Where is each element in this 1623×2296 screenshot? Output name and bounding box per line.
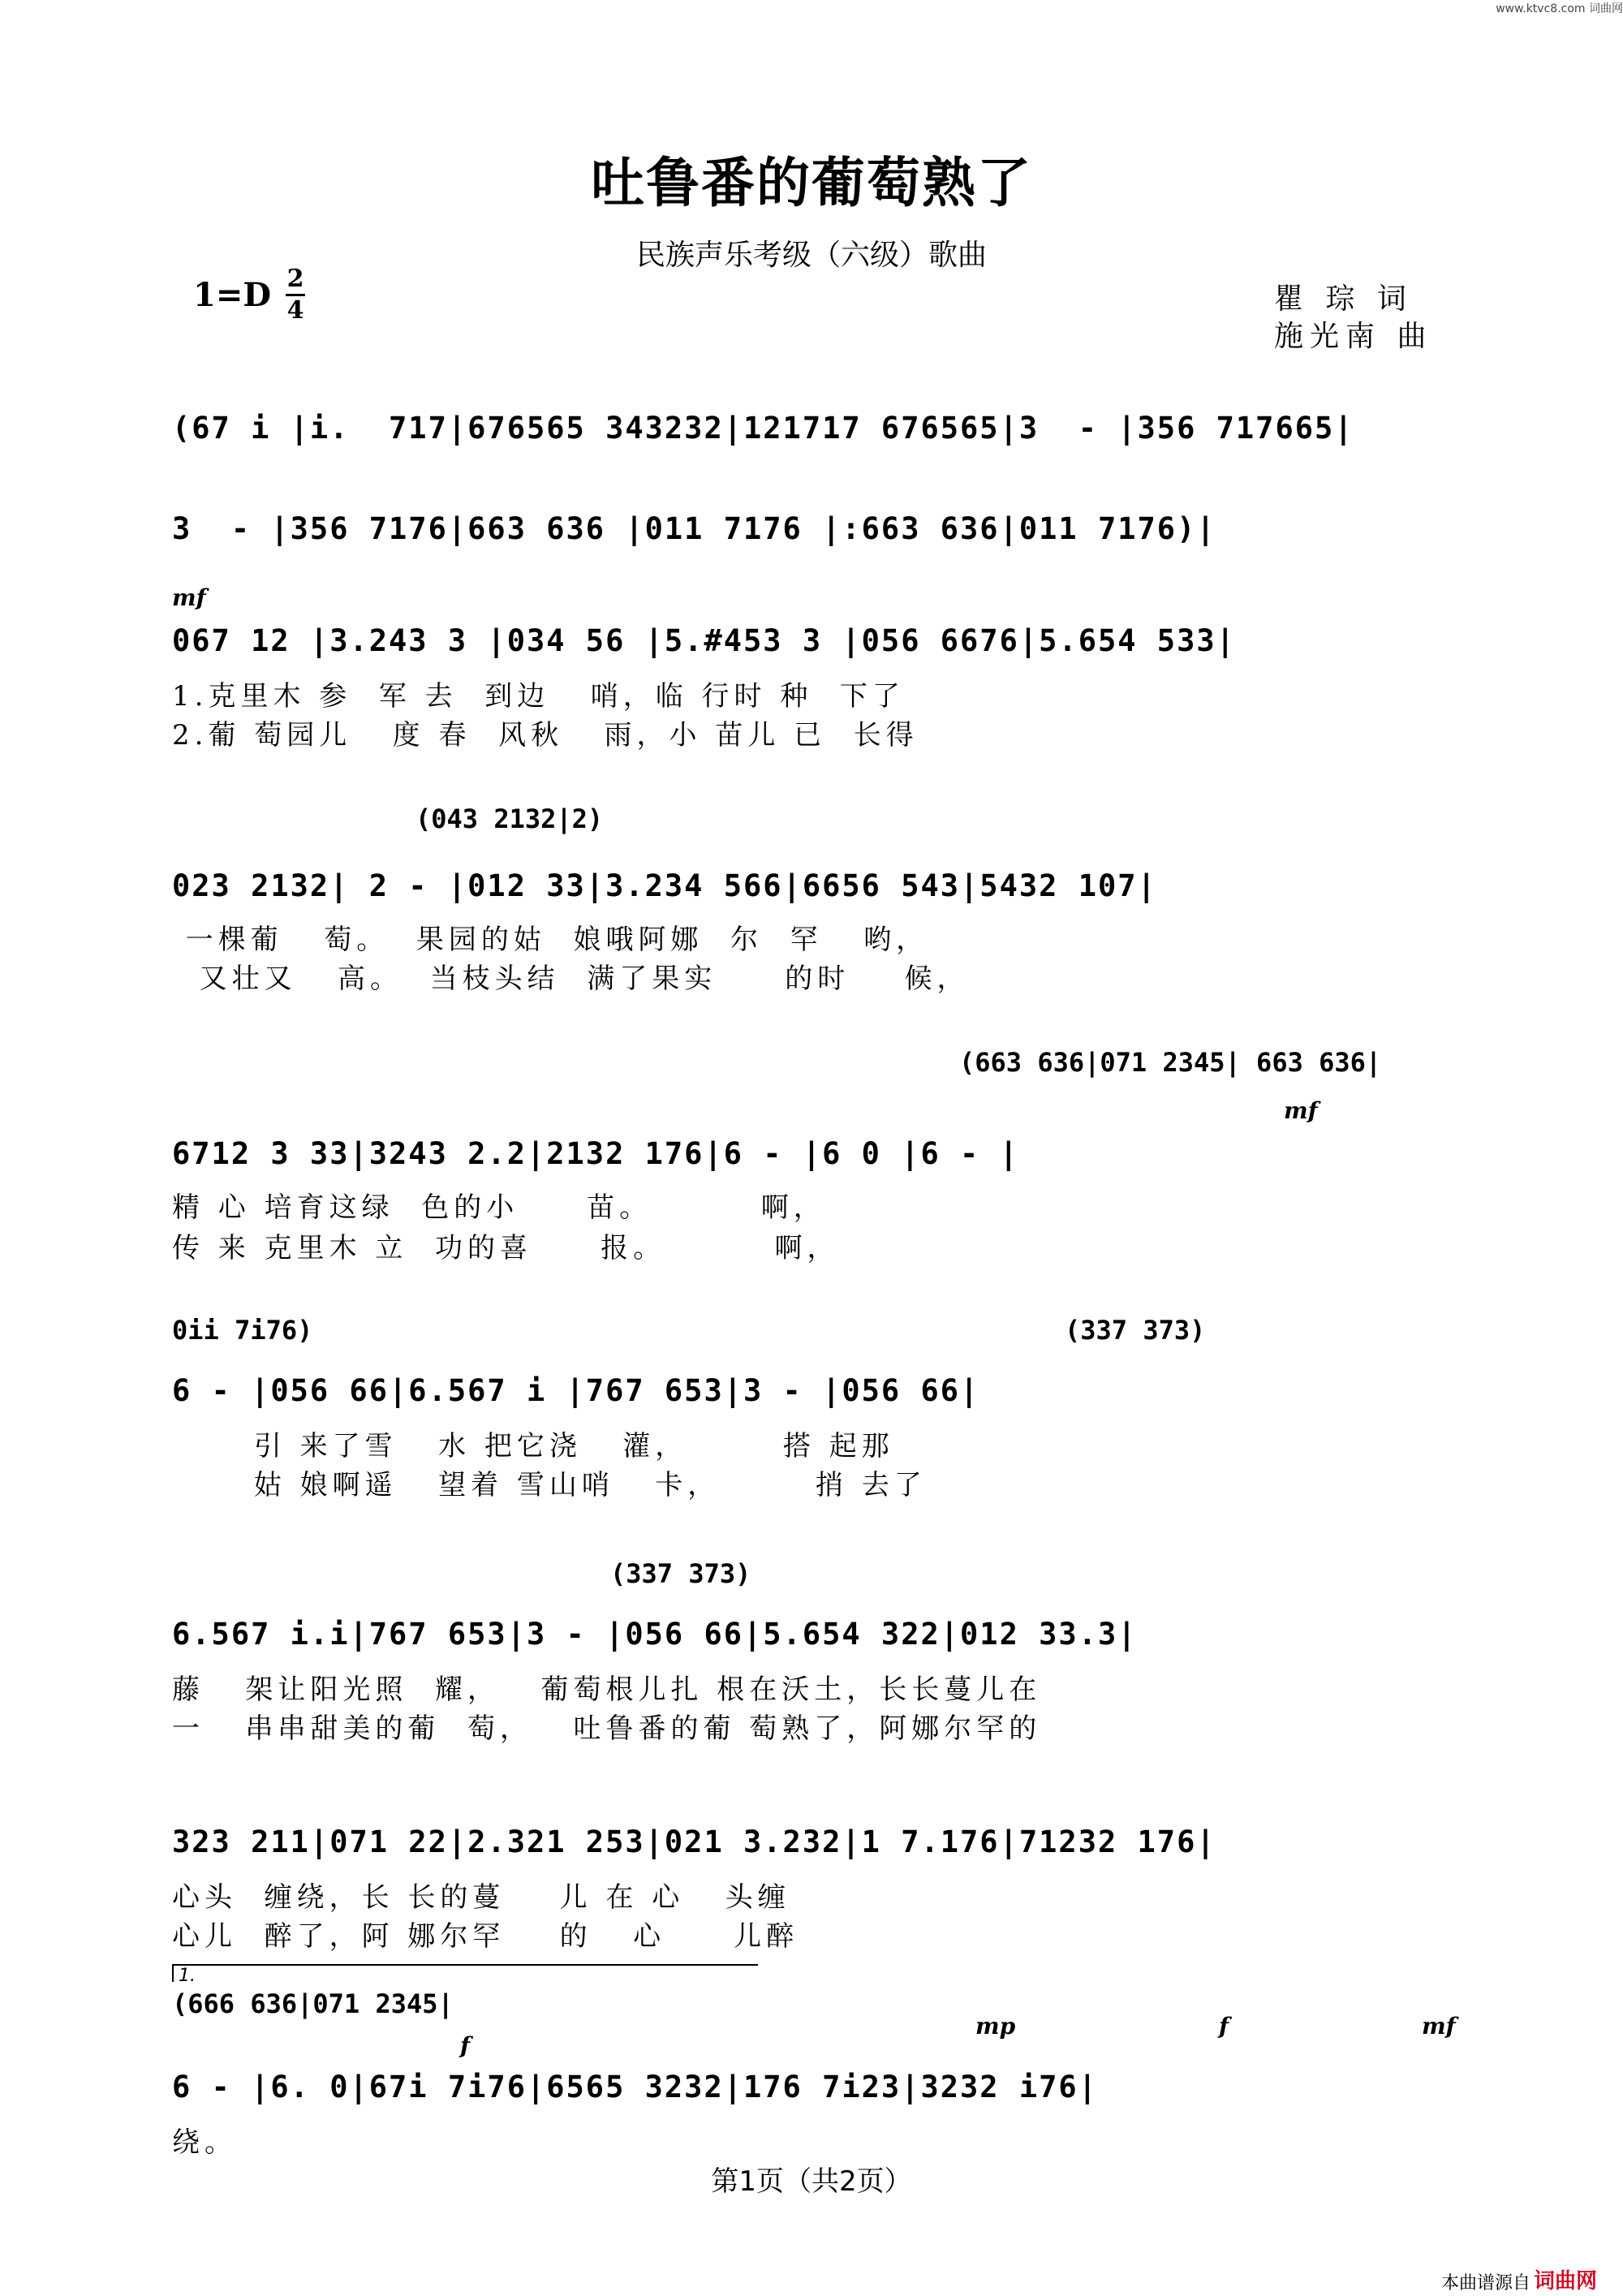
time-signature-top: 2 <box>286 265 304 293</box>
volta-label: 1. <box>179 1966 196 1986</box>
lyrics-verse-1: 绕。 <box>172 2126 237 2159</box>
dynamic-mark: mf <box>172 584 206 611</box>
song-title: 吐鲁番的葡萄熟了 <box>591 151 1032 214</box>
composer-credit: 施光南 曲 <box>1274 320 1433 353</box>
notation-line: 3 - |356 7176|663 636 |011 7176 |:663 636|011 7176)| <box>172 511 1216 546</box>
lyrics-verse-2: 又壮又 高。 当枝头结 满了果实 的时 候， <box>172 963 970 995</box>
lyrics-verse-1: 引 来了雪 水 把它浇 灌， 搭 起那 <box>172 1430 894 1462</box>
instrumental-intro: (663 636|071 2345| 663 636| <box>959 1047 1382 1078</box>
instrumental-intro: (043 2132|2) <box>415 803 604 834</box>
page-number: 第1页（共2页） <box>711 2165 912 2198</box>
key-signature: 1=D <box>193 276 272 314</box>
instrumental-intro: (337 373) <box>610 1558 751 1589</box>
notation-line: (67 i |i. 717|676565 343232|121717 676565|3 - |356 717665| <box>172 411 1354 446</box>
dynamic-mark: mf <box>1284 1097 1318 1124</box>
lyrics-verse-1: 精 心 培育这绿 色的小 苗。 啊， <box>172 1191 826 1224</box>
song-subtitle: 民族声乐考级（六级）歌曲 <box>635 239 987 272</box>
source-note: 本曲谱源自 <box>1441 2273 1531 2294</box>
watermark-site: www.ktvc8.com 词曲网 <box>1496 2 1623 15</box>
instrumental-intro: (337 373) <box>1065 1315 1206 1346</box>
notation-line: 323 211|071 22|2.321 253|021 3.232|1 7.176|71232 176| <box>172 1824 1216 1859</box>
lyrics-verse-1: 藤 架让阳光照 耀， 葡萄根儿扎 根在沃土，长长蔓儿在 <box>172 1674 1042 1706</box>
lyrics-verse-2: 姑 娘啊遥 望着 雪山哨 卡， 捎 去了 <box>172 1469 927 1501</box>
lyrics-verse-1: 心头 缠绕，长 长的蔓 儿 在 心 头缠 <box>172 1881 790 1914</box>
dynamic-mf: mf <box>1422 2013 1456 2040</box>
notation-line: 6.567 i.i|767 653|3 - |056 66|5.654 322|012 33.3| <box>172 1617 1138 1652</box>
lyrics-verse-2: 2.葡 萄园儿 度 春 风秋 雨，小 苗儿 已 长得 <box>172 719 919 752</box>
notation-line: 023 2132| 2 - |012 33|3.234 566|6656 543|5432 107| <box>172 868 1157 903</box>
dynamic-f: f <box>1219 2013 1229 2040</box>
time-signature-bottom: 4 <box>286 296 304 325</box>
instrumental-outro: 0ii 7i76) <box>172 1315 313 1346</box>
lyrics-verse-2: 心儿 醉了，阿 娜尔罕 的 心 儿醉 <box>172 1920 799 1953</box>
lyrics-verse-1: 一棵葡 萄。 果园的姑 娘哦阿娜 尔 罕 哟， <box>172 924 929 956</box>
instrumental-intro: (666 636|071 2345| <box>172 1988 454 2019</box>
source-logo: 词曲网 <box>1534 2269 1598 2294</box>
notation-line: 6712 3 33|3243 2.2|2132 176|6 - |6 0 |6 - | <box>172 1136 1019 1171</box>
lyrics-verse-2: 一 串串甜美的葡 萄， 吐鲁番的葡 萄熟了，阿娜尔罕的 <box>172 1712 1042 1745</box>
dynamic-mp: mp <box>975 2013 1016 2040</box>
notation-line: 067 12 |3.243 3 |034 56 |5.#453 3 |056 6676|5.654 533| <box>172 623 1236 658</box>
time-signature <box>286 266 305 324</box>
notation-line: 6 - |6. 0|67i 7i76|6565 3232|176 7i23|3232 i76| <box>172 2070 1098 2104</box>
lyricist-credit: 瞿 琮 词 <box>1274 282 1413 316</box>
notation-line: 6 - |056 66|6.567 i |767 653|3 - |056 66| <box>172 1373 980 1408</box>
dynamic-f: f <box>460 2032 471 2059</box>
lyrics-verse-2: 传 来 克里木 立 功的喜 报。 啊， <box>172 1232 840 1264</box>
volta-bracket <box>172 1964 758 1986</box>
lyrics-verse-1: 1.克里木 参 军 去 到边 哨，临 行时 种 下了 <box>172 680 905 713</box>
